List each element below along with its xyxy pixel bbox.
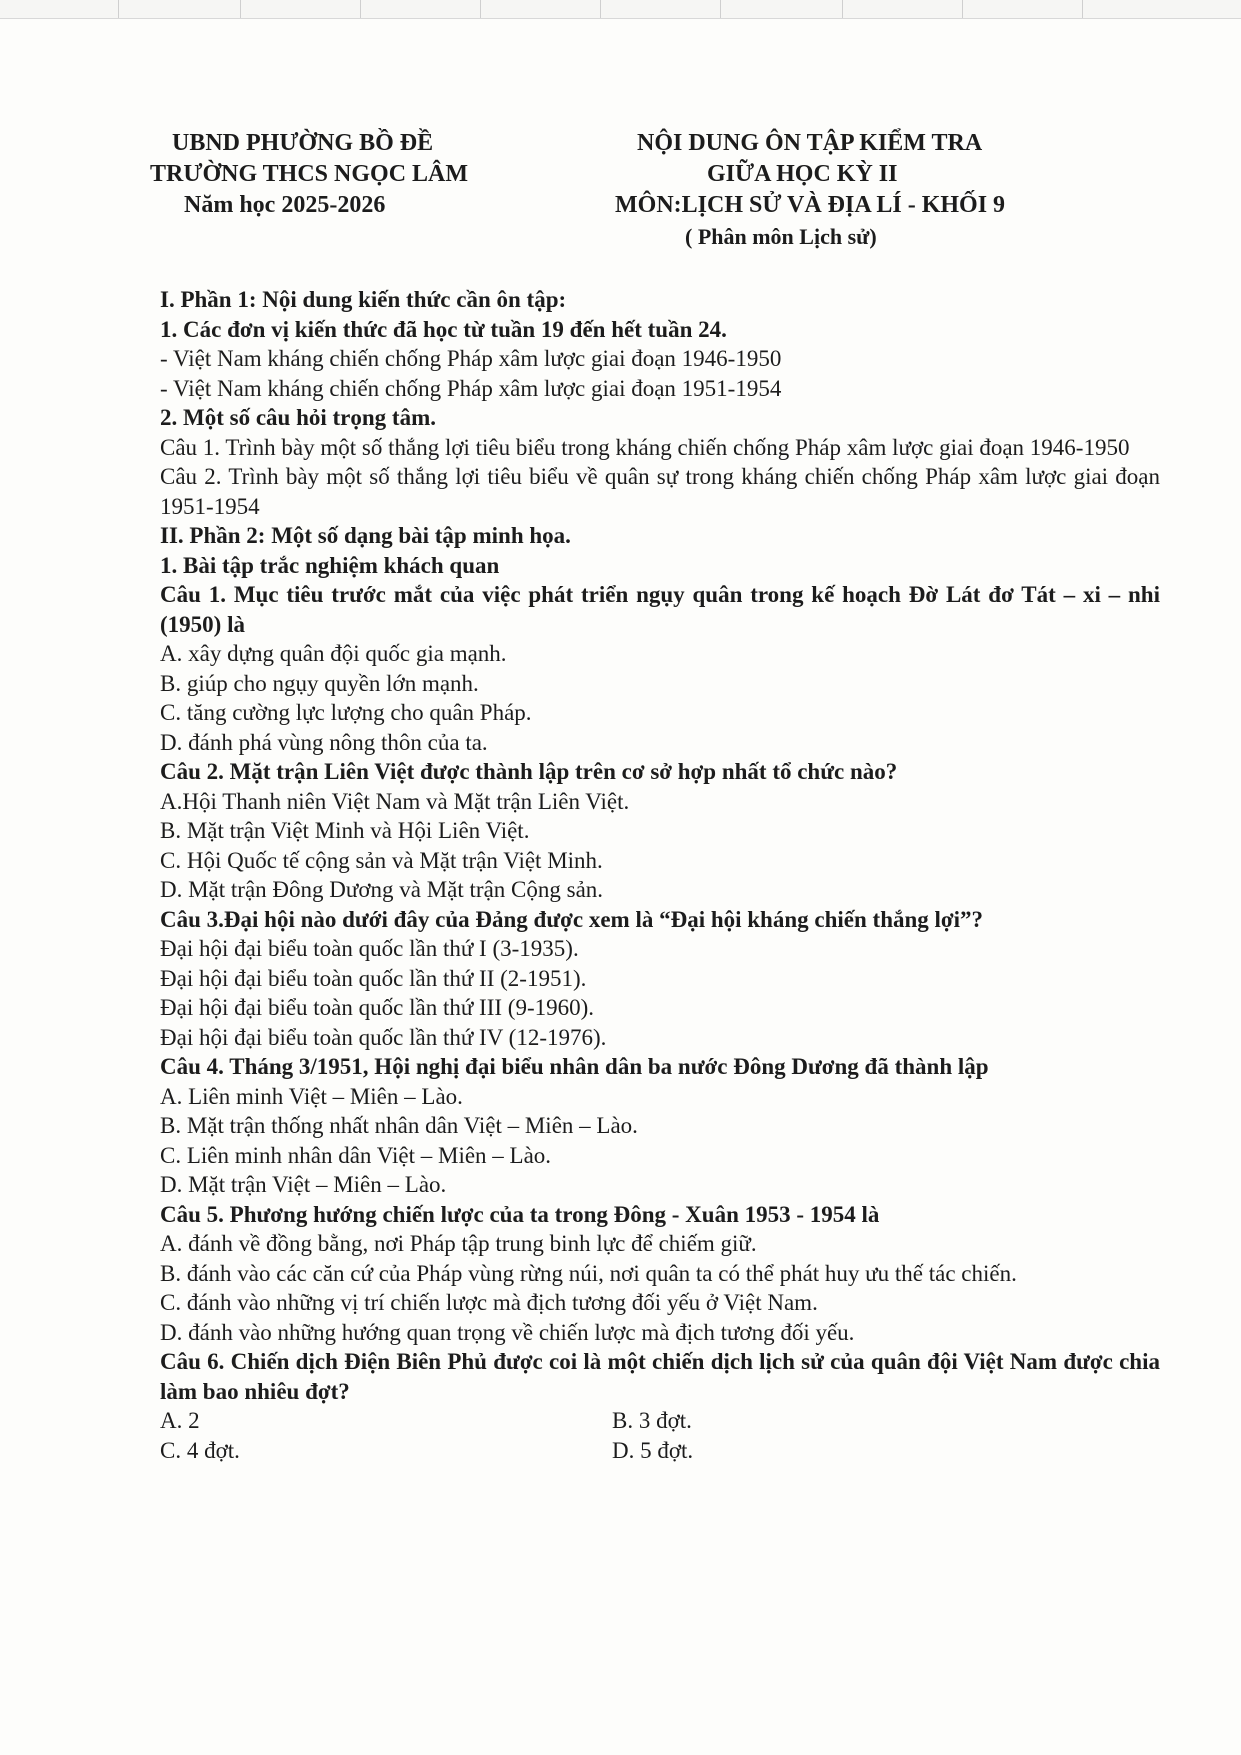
option: B. giúp cho ngụy quyền lớn mạnh. [160, 670, 479, 696]
option: A. 2 [160, 1408, 200, 1433]
question-6: Câu 6. Chiến dịch Điện Biên Phủ được coi là một chiến dịch lịch sử của quân đội Việt Nam được chia làm bao nhiêu đợt? [160, 1349, 1160, 1404]
school-year: Năm học 2025-2026 [184, 192, 386, 218]
section1-item: - Việt Nam kháng chiến chống Pháp xâm lược giai đoạn 1946-1950 [160, 346, 782, 371]
scan-border [0, 0, 1241, 19]
school-header [150, 128, 550, 221]
question-3: Câu 3.Đại hội nào dưới đây của Đảng được xem là “Đại hội kháng chiến thắng lợi”? [160, 906, 984, 932]
option: B. Mặt trận Việt Minh và Hội Liên Việt. [160, 818, 530, 843]
option: D. 5 đợt. [612, 1437, 694, 1463]
option-row [160, 1436, 1160, 1466]
option: B. 3 đợt. [612, 1408, 692, 1433]
option: Đại hội đại biểu toàn quốc lần thứ II (2-1951). [160, 965, 587, 991]
question-2: Câu 2. Mặt trận Liên Việt được thành lập trên cơ sở hợp nhất tổ chức nào? [160, 759, 898, 784]
option: A.Hội Thanh niên Việt Nam và Mặt trận Liên Việt. [160, 788, 630, 814]
section1-item: - Việt Nam kháng chiến chống Pháp xâm lược giai đoạn 1951-1954 [160, 375, 782, 401]
document-body [160, 285, 1160, 1465]
option: Đại hội đại biểu toàn quốc lần thứ III (9-1960). [160, 995, 595, 1020]
ward-name: UBND PHƯỜNG BỒ ĐỀ [172, 130, 434, 156]
option: B. đánh vào các căn cứ của Pháp vùng rừng núi, nơi quân ta có thể phát huy ưu thế tác chiến. [160, 1260, 1017, 1286]
subject-sub: ( Phân môn Lịch sử) [685, 224, 877, 249]
option: A. đánh về đồng bằng, nơi Pháp tập trung binh lực để chiếm giữ. [160, 1231, 757, 1256]
question-1: Câu 1. Mục tiêu trước mắt của việc phát triển ngụy quân trong kế hoạch Đờ Lát đơ Tát – xi – nhi (1950) là [160, 582, 1160, 637]
part1-title: I. Phần 1: Nội dung kiến thức cần ôn tập: [160, 287, 567, 312]
part2-subtitle: 1. Bài tập trắc nghiệm khách quan [160, 552, 500, 578]
title-line-2: GIỮA HỌC KỲ II [707, 161, 898, 187]
option: D. đánh phá vùng nông thôn của ta. [160, 729, 488, 755]
question-4: Câu 4. Tháng 3/1951, Hội nghị đại biểu nhân dân ba nước Đông Dương đã thành lập [160, 1054, 989, 1079]
title-line-1: NỘI DUNG ÔN TẬP KIỂM TRA [637, 130, 983, 156]
option: A. xây dựng quân đội quốc gia mạnh. [160, 641, 507, 666]
option: C. Hội Quốc tế cộng sản và Mặt trận Việt Minh. [160, 847, 603, 873]
option: C. Liên minh nhân dân Việt – Miên – Lào. [160, 1142, 552, 1168]
option: C. tăng cường lực lượng cho quân Pháp. [160, 700, 532, 725]
option: A. Liên minh Việt – Miên – Lào. [160, 1083, 463, 1109]
subject-line: MÔN:LỊCH SỬ VÀ ĐỊA LÍ - KHỐI 9 [615, 192, 1006, 218]
option: C. đánh vào những vị trí chiến lược mà địch tương đối yếu ở Việt Nam. [160, 1290, 818, 1315]
option: Đại hội đại biểu toàn quốc lần thứ I (3-1935). [160, 936, 579, 961]
option-row [160, 1406, 1160, 1436]
document-title [615, 128, 1035, 252]
part2-title: II. Phần 2: Một số dạng bài tập minh họa. [160, 523, 571, 548]
question-5: Câu 5. Phương hướng chiến lược của ta trong Đông - Xuân 1953 - 1954 là [160, 1201, 880, 1227]
option: B. Mặt trận thống nhất nhân dân Việt – Miên – Lào. [160, 1113, 638, 1138]
option: Đại hội đại biểu toàn quốc lần thứ IV (12-1976). [160, 1024, 607, 1050]
section1-title: 1. Các đơn vị kiến thức đã học từ tuần 19 đến hết tuần 24. [160, 316, 727, 342]
option: D. Mặt trận Việt – Miên – Lào. [160, 1172, 447, 1197]
section2-title: 2. Một số câu hỏi trọng tâm. [160, 405, 436, 430]
option: C. 4 đợt. [160, 1437, 240, 1463]
review-question: Câu 1. Trình bày một số thắng lợi tiêu biểu trong kháng chiến chống Pháp xâm lược giai đoạn 1946-1950 [160, 434, 1130, 460]
option: D. đánh vào những hướng quan trọng về chiến lược mà địch tương đối yếu. [160, 1319, 855, 1345]
school-name: TRƯỜNG THCS NGỌC LÂM [150, 161, 469, 187]
option: D. Mặt trận Đông Dương và Mặt trận Cộng sản. [160, 877, 604, 902]
review-question: Câu 2. Trình bày một số thắng lợi tiêu biểu về quân sự trong kháng chiến chống Pháp xâm lược giai đoạn 1951-1954 [160, 464, 1160, 519]
